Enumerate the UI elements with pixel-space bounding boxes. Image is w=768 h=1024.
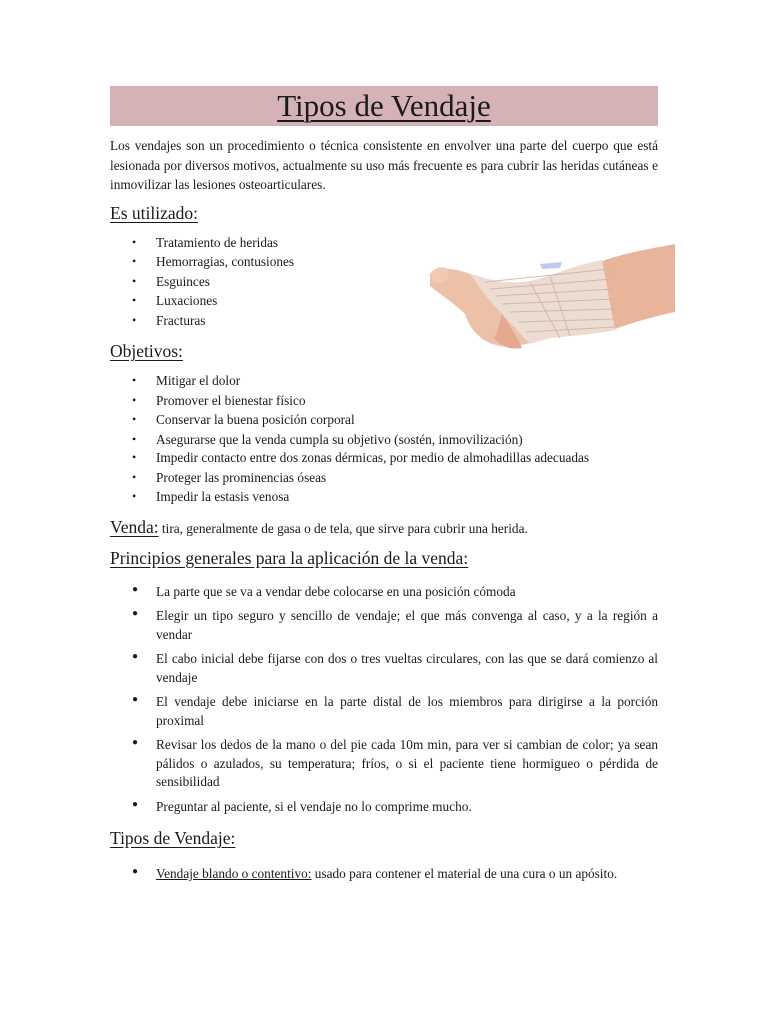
principios-list (110, 583, 658, 817)
document-page (110, 86, 658, 890)
list-item: ● Revisar los dedos de la mano o del pie cada 10m min, para ver si cambian de color; ya sean pálidos o azulados, su temperatura; fríos, o si el paciente tiene hormigueo o pérdida de sensibilidad (110, 736, 658, 792)
list-item: • Hemorragias, contusiones (110, 252, 658, 272)
bandaged-foot-image (410, 234, 675, 354)
tipo-text: usado para contener el material de una cura o un apósito. (311, 866, 618, 881)
principios-heading: Principios generales para la aplicación de la venda: (110, 547, 469, 568)
intro-paragraph: Los vendajes son un procedimiento o técnica consistente en envolver una parte del cuerpo que está lesionada por diversos motivos, actualmente su uso más frecuente es para cubrir las heridas cutáneas e inmovilizar las lesiones osteoarticulares. (110, 138, 658, 192)
list-item: ● La parte que se va a vendar debe colocarse en una posición cómoda (110, 583, 658, 602)
venda-definition (110, 517, 658, 538)
list-item: ● El vendaje debe iniciarse en la parte distal de los miembros para dirigirse a la porción proximal (110, 693, 658, 730)
venda-label: Venda: (110, 516, 159, 537)
list-item: • Proteger las prominencias óseas (110, 468, 658, 488)
venda-text: tira, generalmente de gasa o de tela, que sirve para cubrir una herida. (158, 520, 528, 536)
list-item: • Conservar la buena posición corporal (110, 410, 658, 430)
tipos-heading: Tipos de Vendaje: (110, 828, 236, 848)
tipos-list (110, 865, 658, 884)
list-item (110, 865, 658, 884)
tipo-label: Vendaje blando o contentivo: (156, 866, 312, 881)
list-item: • Promover el bienestar físico (110, 391, 658, 411)
list-item: • Asegurarse que la venda cumpla su objetivo (sostén, inmovilización) (110, 430, 658, 450)
objetivos-heading: Objetivos: (110, 341, 183, 361)
list-item: ● Preguntar al paciente, si el vendaje no lo comprime mucho. (110, 798, 658, 817)
title-bar (110, 86, 658, 126)
usos-heading: Es utilizado: (110, 202, 198, 223)
list-item: • Esguinces (110, 272, 658, 292)
list-item: • Mitigar el dolor (110, 371, 658, 391)
list-item: ● El cabo inicial debe fijarse con dos o tres vueltas circulares, con las que se dará comienzo al vendaje (110, 650, 658, 687)
list-item: • Impedir contacto entre dos zonas dérmicas, por medio de almohadillas adecuadas (110, 449, 658, 468)
list-item: • Impedir la estasis venosa (110, 487, 658, 507)
list-item: • Luxaciones (110, 291, 658, 311)
objetivos-list (110, 371, 658, 507)
list-item: • Fracturas (110, 311, 658, 331)
page-title: Tipos de Vendaje (277, 88, 491, 123)
list-item: • Tratamiento de heridas (110, 233, 658, 253)
list-item: ● Elegir un tipo seguro y sencillo de vendaje; el que más convenga al caso, y a la región a vendar (110, 607, 658, 644)
